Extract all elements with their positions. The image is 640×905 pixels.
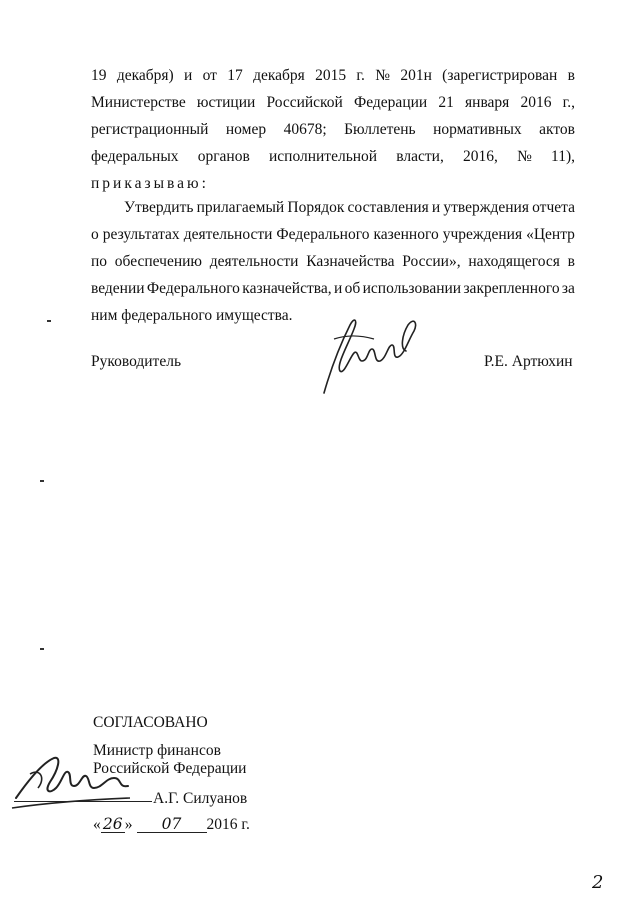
word: ведении xyxy=(91,280,145,297)
resolution-line-1 xyxy=(91,194,575,221)
word: Федерального xyxy=(146,280,240,297)
resolution-line-3 xyxy=(91,248,575,275)
word: декабря xyxy=(253,67,305,84)
word: о xyxy=(91,226,99,243)
word: об xyxy=(344,280,361,297)
word: юстиции xyxy=(196,94,256,111)
approval-position-1: Министр финансов xyxy=(93,742,221,759)
word: деятельности xyxy=(183,226,273,243)
preamble-line-2 xyxy=(91,89,575,116)
word: номер xyxy=(225,121,267,138)
word: Федерального xyxy=(276,226,370,243)
word: и xyxy=(431,199,441,216)
word: января xyxy=(465,94,510,111)
margin-mark xyxy=(40,480,44,482)
word: деятельности xyxy=(209,253,299,270)
word: Бюллетень xyxy=(344,121,416,138)
margin-mark xyxy=(47,320,51,322)
word: результатах xyxy=(102,226,180,243)
word: 11), xyxy=(551,148,575,165)
word: нормативных xyxy=(433,121,522,138)
word: 2016, xyxy=(463,148,498,165)
word: от xyxy=(202,67,217,84)
word: за xyxy=(561,280,575,297)
date-day: 26 xyxy=(101,816,125,833)
word: г. xyxy=(356,67,365,84)
word: 2015 xyxy=(315,67,347,84)
approval-heading: СОГЛАСОВАНО xyxy=(93,714,208,731)
word: 17 xyxy=(227,67,243,84)
word: Утвердить xyxy=(124,199,194,216)
minister-signature-icon xyxy=(10,748,160,818)
word: № xyxy=(517,148,532,165)
word: и xyxy=(184,67,193,84)
signer-title: Руководитель xyxy=(91,353,182,370)
word: актов xyxy=(539,121,575,138)
resolution-line-2 xyxy=(91,221,575,248)
word: федеральных xyxy=(91,148,179,165)
date-month: 07 xyxy=(137,816,207,833)
word: в xyxy=(567,67,575,84)
preamble-paragraph xyxy=(91,62,575,197)
word: России», xyxy=(402,253,461,270)
approval-position-2: Российской Федерации xyxy=(93,760,247,777)
word: использовании xyxy=(362,280,462,297)
preamble-line-3 xyxy=(91,116,575,143)
word: и xyxy=(333,280,343,297)
signer-name: Р.Е. Артюхин xyxy=(484,353,573,370)
word: № xyxy=(375,67,390,84)
word: (зарегистрирован xyxy=(442,67,558,84)
word: регистрационный xyxy=(91,121,209,138)
word: составления xyxy=(347,199,429,216)
word: 201н xyxy=(400,67,432,84)
word: Казначейства xyxy=(306,253,395,270)
preamble-line-4 xyxy=(91,143,575,170)
word: 40678; xyxy=(283,121,327,138)
date-open-quote: « xyxy=(93,816,101,833)
word: в xyxy=(567,253,575,270)
date-year: 2016 г. xyxy=(206,816,250,833)
word: Порядок xyxy=(287,199,345,216)
director-signature-icon xyxy=(310,305,420,400)
word: 21 xyxy=(438,94,454,111)
word: по xyxy=(91,253,108,270)
resolution-line-5: ним федерального имущества. xyxy=(91,307,293,324)
margin-mark xyxy=(40,648,44,650)
word: г., xyxy=(562,94,575,111)
word: «Центр xyxy=(526,226,575,243)
word: Федерации xyxy=(354,94,428,111)
word: казенного xyxy=(373,226,439,243)
date-close-quote: » xyxy=(124,816,133,833)
order-word: приказываю: xyxy=(91,175,209,192)
word: утверждения xyxy=(443,199,529,216)
word: Российской xyxy=(266,94,343,111)
preamble-line-1 xyxy=(91,62,575,89)
word: органов xyxy=(197,148,250,165)
word: Министерстве xyxy=(91,94,186,111)
word: обеспечению xyxy=(114,253,202,270)
word: отчета xyxy=(532,199,575,216)
word: находящегося xyxy=(468,253,560,270)
word: власти, xyxy=(396,148,444,165)
signature-line xyxy=(14,801,152,802)
approval-name: А.Г. Силуанов xyxy=(153,790,248,807)
resolution-line-4 xyxy=(91,275,575,302)
word: декабря) xyxy=(116,67,174,84)
page-number: 2 xyxy=(592,872,604,893)
word: казначейства, xyxy=(242,280,332,297)
word: 19 xyxy=(91,67,107,84)
word: прилагаемый xyxy=(196,199,285,216)
approval-date xyxy=(93,815,250,835)
word: 2016 xyxy=(520,94,552,111)
word: исполнительной xyxy=(268,148,378,165)
word: закрепленного xyxy=(463,280,560,297)
word: учреждения xyxy=(442,226,523,243)
